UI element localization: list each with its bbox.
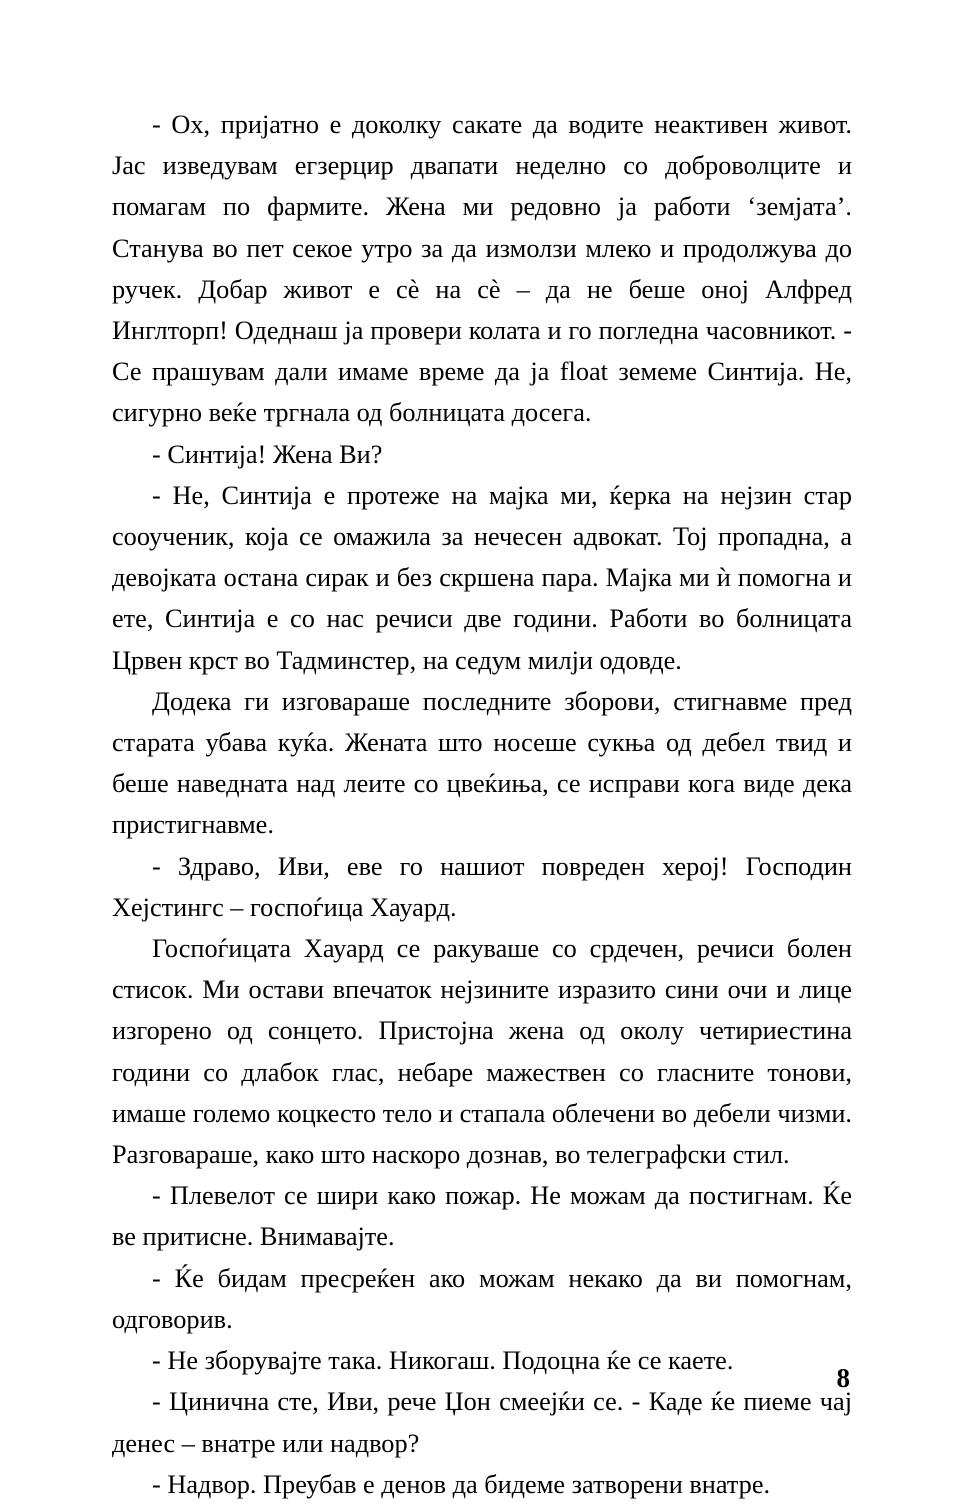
paragraph: - Ох, пријатно е доколку сакате да водите неактивен живот. Јас изведувам егзерцир двапати неделно со доброволците и помагам по фармите. Жена ми редовно ја работи ‘земјата’. Станува во пет секое утро за да измолзи млеко и продолжува до ручек. Добар живот е сѐ на сѐ – да не беше оној Алфред Инглторп! Одеднаш ја провери колата и го погледна часовникот. - Се прашувам дали имаме време да ја float земеме Синтија. Не, сигурно веќе тргнала од болницата досега. (112, 110, 852, 428)
page-text-block (112, 104, 852, 1505)
paragraph: - Ќе бидам пресреќен ако можам некако да ви помогнам, одговорив. (112, 1263, 852, 1334)
paragraph: - Синтија! Жена Ви? (152, 439, 383, 469)
paragraph: Госпоѓицата Хауард се ракуваше со срдечен, речиси болен стисок. Ми остави впечаток нејзините изразито сини очи и лице изгорено од сонцето. Пристојна жена од околу четириестина години со длабок глас, небаре мажествен со гласните тонови, имаше големо коцкесто тело и стапала облечени во дебели чизми. Разговараше, како што наскоро дознав, во телеграфски стил. (112, 934, 852, 1170)
paragraph: - Не, Синтија е протеже на мајка ми, ќерка на нејзин стар сооученик, која се омажила за нечесен адвокат. Тој пропадна, а девојката остана сирак и без скршена пара. Мајка ми ѝ помогна и ете, Синтија е со нас речиси две години. Работи во болницата Црвен крст во Тадминстер, на седум милји одовде. (112, 480, 852, 675)
paragraph: - Цинична сте, Иви, рече Џон смеејќи се. - Каде ќе пиеме чај денес – внатре или надвор? (112, 1387, 852, 1458)
paragraph: - Плевелот се шири како пожар. Не можам да постигнам. Ќе ве притисне. Внимавајте. (112, 1181, 852, 1252)
paragraph: - Здраво, Иви, еве го нашиот повреден херој! Господин Хејстингс – госпоѓица Хауард. (112, 851, 852, 922)
paragraph: - Не зборувајте така. Никогаш. Подоцна ќе се каете. (152, 1346, 734, 1376)
paragraph: Додека ги изговараше последните зборови, стигнавме пред старата убава куќа. Жената што носеше сукња од дебел твид и беше наведната над леите со цвеќиња, се исправи кога виде дека пристигнавме. (112, 686, 852, 840)
page-number: 8 (836, 1363, 850, 1393)
paragraph: - Надвор. Преубав е денов да бидеме затворени внатре. (152, 1469, 771, 1499)
